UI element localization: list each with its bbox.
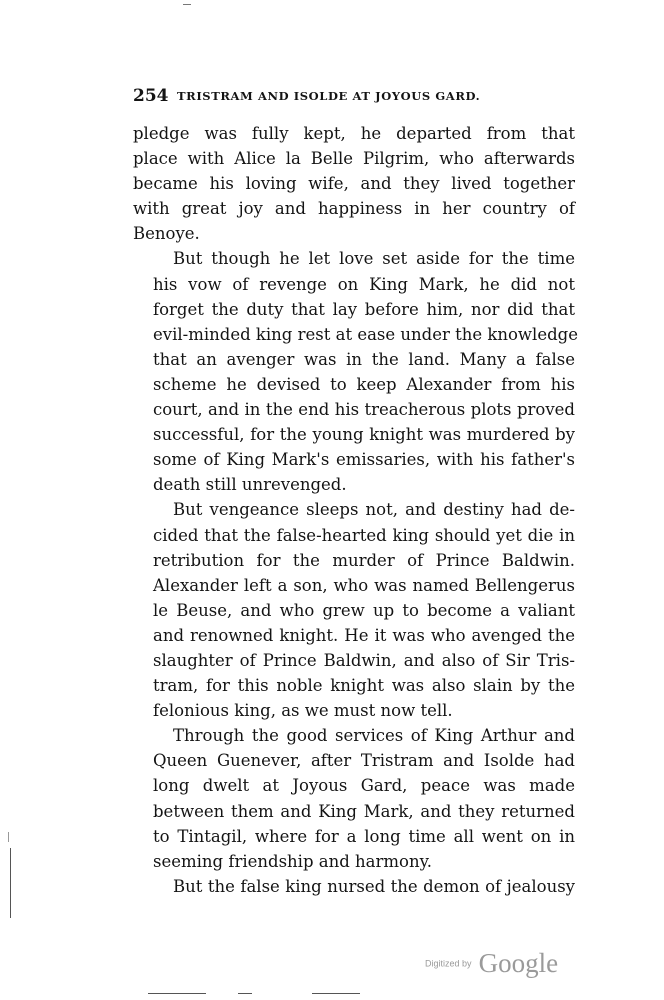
text-line: tram, for this noble knight was also slain by the	[153, 676, 575, 696]
text-line: became his loving wife, and they lived together	[133, 174, 575, 194]
text-line: to Tintagil, where for a long time all went on in	[153, 826, 575, 846]
body-text	[133, 121, 578, 899]
digitized-watermark	[425, 948, 558, 979]
text-line: his vow of revenge on King Mark, he did not	[153, 274, 575, 294]
paragraph-3	[133, 497, 575, 723]
text-line: scheme he devised to keep Alexander from his	[153, 374, 575, 394]
text-line: felonious king, as we must now tell.	[153, 701, 453, 721]
paragraph-1	[133, 121, 575, 246]
text-line: retribution for the murder of Prince Baldwin.	[153, 550, 575, 570]
scan-bottom-artifact	[312, 993, 360, 994]
running-head: TRISTRAM AND ISOLDE AT JOYOUS GARD.	[177, 89, 481, 103]
text-line: successful, for the young knight was murdered by	[153, 425, 575, 445]
scan-bottom-artifact	[238, 993, 252, 994]
paragraph-4	[133, 723, 575, 874]
scan-edge-rule	[10, 848, 11, 918]
text-line: and renowned knight. He it was who avenged the	[153, 625, 575, 645]
paragraph-2	[133, 246, 578, 497]
text-line: Queen Guenever, after Tristram and Isolde had	[153, 751, 575, 771]
text-line: cided that the false-hearted king should yet die in	[153, 525, 575, 545]
text-line: le Beuse, and who grew up to become a valiant	[153, 600, 575, 620]
page-header	[133, 86, 573, 110]
text-line: Through the good services of King Arthur and	[173, 726, 575, 746]
paragraph-5	[133, 874, 575, 899]
text-line: court, and in the end his treacherous plots proved	[153, 400, 575, 420]
text-line: long dwelt at Joyous Gard, peace was made	[153, 776, 575, 796]
text-line: that an avenger was in the land. Many a false	[153, 349, 575, 369]
text-line: between them and King Mark, and they returned	[153, 801, 575, 821]
text-line: with great joy and happiness in her country of	[133, 199, 575, 219]
text-line: But the false king nursed the demon of jealousy	[173, 876, 575, 896]
page-number: 254	[133, 86, 169, 106]
text-line: pledge was fully kept, he departed from that	[133, 124, 575, 143]
scan-artifact-top	[183, 0, 191, 5]
scan-edge-mark	[8, 832, 9, 842]
watermark-small-text: Digitized by	[425, 958, 472, 969]
text-line: place with Alice la Belle Pilgrim, who afterwards	[133, 149, 575, 169]
text-line: Benoye.	[133, 224, 200, 244]
text-line: slaughter of Prince Baldwin, and also of Sir Tris-	[153, 650, 575, 670]
text-line: evil-minded king rest at ease under the knowledge	[153, 324, 578, 344]
text-line: But though he let love set aside for the time	[173, 249, 575, 269]
text-line: seeming friendship and harmony.	[153, 851, 432, 871]
text-line: Alexander left a son, who was named Bellengerus	[153, 575, 575, 595]
scan-bottom-artifact	[148, 993, 206, 994]
watermark-logo-text: Google	[478, 948, 559, 978]
text-line: forget the duty that lay before him, nor did that	[153, 299, 575, 319]
text-line: some of King Mark's emissaries, with his father's	[153, 450, 575, 470]
text-line: death still unrevenged.	[153, 475, 347, 495]
text-line: But vengeance sleeps not, and destiny had de-	[173, 500, 575, 520]
